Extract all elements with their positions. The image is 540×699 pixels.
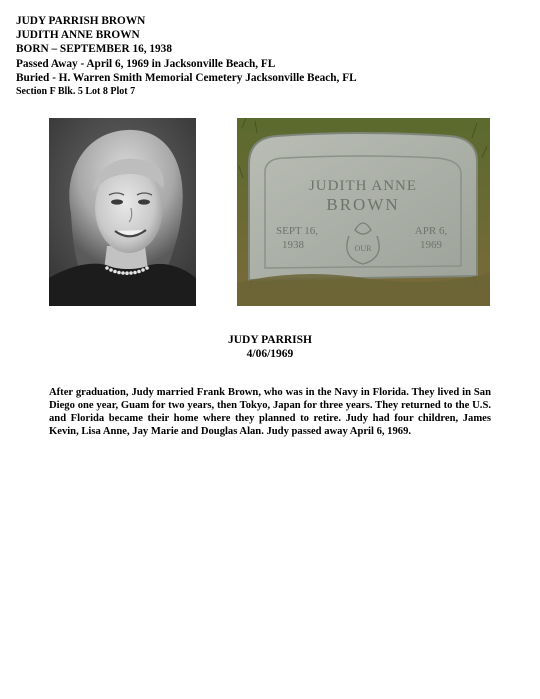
stone-left-date-1: SEPT 16,: [276, 225, 318, 237]
portrait-photo: [49, 118, 196, 306]
plot-location: Section F Blk. 5 Lot 8 Plot 7: [16, 86, 136, 98]
caption-date: 4/06/1969: [246, 348, 294, 360]
obituary-header: [16, 14, 357, 99]
stone-left-date-2: 1938: [282, 239, 304, 251]
burial-info: Buried - H. Warren Smith Memorial Cemetery Jacksonville Beach, FL: [16, 71, 357, 84]
full-name: JUDY PARRISH BROWN: [16, 15, 146, 27]
gravestone-photo: [237, 118, 490, 306]
biography-paragraph: After graduation, Judy married Frank Brown, who was in the Navy in Florida. They lived in San Diego one year, Guam for two years, then Tokyo, Japan for three years. They returned to the U.S. and Florida became their home where they planned to retire. Judy had four children, James Kevin, Lisa Anne, Jay Marie and Douglas Alan. Judy passed away April 6, 1969.: [49, 387, 491, 437]
legal-name: JUDITH ANNE BROWN: [16, 29, 140, 42]
stone-center-text: OUR: [354, 244, 372, 253]
stone-right-date-1: APR 6,: [414, 225, 448, 237]
caption-name: JUDY PARRISH: [227, 334, 312, 346]
stone-name-2: BROWN: [326, 195, 400, 214]
stone-right-date-2: 1969: [420, 239, 442, 251]
stone-name-1: JUDITH ANNE: [308, 178, 418, 194]
death-info: Passed Away - April 6, 1969 in Jacksonville Beach, FL: [16, 57, 276, 70]
birth-date: BORN – SEPTEMBER 16, 1938: [16, 43, 172, 56]
